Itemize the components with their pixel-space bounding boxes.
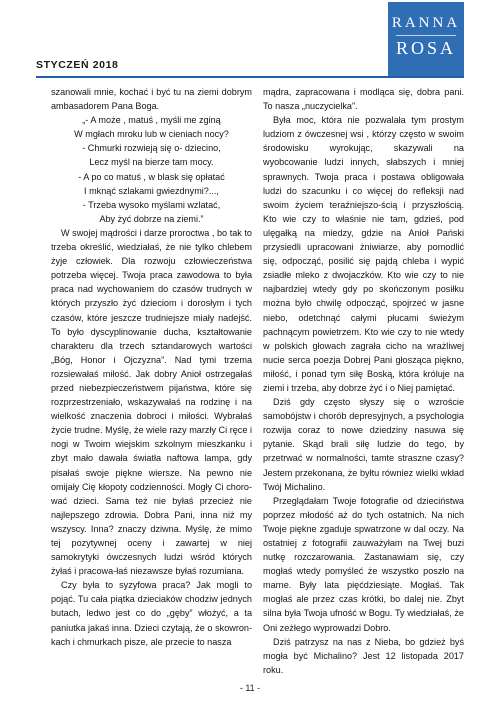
poem-line: Aby żyć dobrze na ziemi.” (99, 213, 204, 224)
logo-divider (396, 35, 456, 36)
paragraph: Była moc, która nie pozwalała tym prostym ludziom z ówczesnej wsi , którzy często w swoim środowisku wyrokując, skazywali na wyobcowanie ludzi innych, słabszych i mniej sprawnych. Twoja praca i postawa obligowała ludzi do szacunku i co więcej do refleksji nad swoim życiem teraźniejszo-ścią i przyszłością. Kto wie czy to właśnie nie tam, gdzieś, pod ulęgałką na miedzy, gdzie na Anioł Pański przysiedli upracowani żniwiarze, aby pomodlić się, odpocząć, posilić się pajdą chleba i wypić zsiadłe mleko z dwojaczków. Kto wie czy to nie najbardziej wtedy gdy po skończonym posiłku można było chwilę odpocząć, spojrzeć w jasne niebo, odetchnąć całymi płucami świeżym pachnącym powietrzem. Kto wie czy to nie wtedy w polskich głowach zagrała cicho na wrażliwej nucie serca poezja Dobrej Pani głosząca piękno, miłość, i ponad tym siłę Boską, która króluje na ziemi i trzeba, aby dobrze żyć i o Niej pamiętać. (263, 115, 464, 393)
poem-line: - Chmurki rozwieją się o- dziecino, (82, 143, 221, 154)
header-rule (36, 76, 464, 78)
poem-line: „- A może , matuś , myśli me zginą (82, 115, 221, 126)
logo-word-ranna: RANNA (391, 15, 461, 31)
left-column (51, 85, 252, 649)
logo-word-rosa: ROSA (395, 38, 456, 58)
right-column (263, 85, 464, 677)
poem-line: Lecz myśl na bierze tam mocy. (89, 157, 214, 168)
page-number: - 11 - (239, 683, 261, 693)
poem (51, 113, 252, 226)
paragraph: szanowali mnie, kochać i być tu na ziemi dobrym ambasadorem Pana Boga. (51, 87, 252, 112)
poem-line: - A po co matuś , w blask się opłatać (78, 171, 225, 182)
paragraph: Dziś patrzysz na nas z Nieba, bo gdzież byś mogła być Michalino? Jest 12 listopada 2017 roku. (263, 636, 464, 675)
paragraph: Przeglądałam Twoje fotografie od dzieciństwa poprzez młodość aż do tych ostatnich. Na nich Twoje piękne zgaduje spwatrzone w dal oczy. Na ostatniej z fotografii zauważyłam na Twej buzi nutkę rozczarowania. Zastanawiam się, czy mogłaś wtedy pomyśleć że wszystko poszło na marne. Były lata pięćdziesiąte. Mogłaś. Tak mogłaś ale przez czas krótki, bo dalej nie. Zbyt silna była Twoja ufność w Bogu. Ty wiedziałaś, że Oni zeżłego wyprowadzi Dobro. (263, 495, 464, 633)
magazine-logo (388, 2, 464, 76)
paragraph: Dziś gdy często słyszy się o wzroście samobójstw i chorób depresyjnych, a psychologia rozwija coraz to nowe dziedziny nasuwa się pytanie. Skąd brali siłę ludzie do tego, by przetrwać w normalności, tamte straszne czasy? Jestem przekonana, że byłtu równiez wielki wkład Twój Michalino. (263, 397, 464, 492)
poem-line: I mknąć szlakami gwiezdnymi?..., (84, 185, 219, 196)
issue-date: STYCZEŃ 2018 (36, 59, 119, 71)
paragraph: W swojej mądrości i darze proroctwa , bo tak to trzeba określić, wiedziałaś, że nie tylko chlebem żyje człowiek. Dla rozwoju człowieczeństwa potrzeba więcej. Twoja praca zawodowa to była praca nad wychowaniem do czasów trudnych w których przyszło żyć dzieciom i dorosłym i tych czasów, które jeszcze trudniejsze miały nadejść. To było dyscyplinowanie ducha, kształtowanie charakteru dla trzech sztandarowych wartości „Bóg, Honor i Ojczyzna”. Nad tymi trzema rozsiewałaś miłość. Jak dobry Anioł ostrzegałaś przed niebezpieczeństwem pijaństwa, które się rozprzestrzeniało, wskazywałaś na rodzinę i na wielkość znaczenia dobroci i miłości. Wybrałaś życie trudne. Myślę, że wiele razy marzły Ci ręce i nogi w Twoim wiejskim szkolnym mieszkanku i zbyt mało dawała światła naftowa lampa, gdy pisałaś swoje piękne wiersze. Na pewno nie omijały Cię kłopoty codzienności. Mogły Ci choro-wać dzieci. Sama też nie byłaś przecież nie najlepszego zdrowia. Dobra Pani, inna niż my wszyscy. Inna? znaczy dziwna. Myślę, że mimo tej pozytywnej oceny i zawartej w niej samokrytyki ówczesnych ludzi wśród których żyłaś i pracowa-łaś niezawsze byłaś rozumiana. (51, 227, 252, 577)
poem-line: W mgłach mroku lub w cieniach nocy? (74, 129, 229, 140)
poem-line: - Trzeba wysoko myślami wzlatać, (82, 199, 221, 210)
paragraph: mądra, zapracowana i modląca się, dobra pani. To nasza „nuczycielka”. (263, 87, 464, 112)
paragraph: Czy była to syzyfowa praca? Jak mogli to pojąć. Tu cała piątka dzieciaków chodziw jednych butach, ledwo jest co do „gęby” włożyć, a ta paniutka jakaś inna. Dzieci czytają, że o skowron-kach i chmurkach pisze, ale przecie to nasza (51, 580, 252, 647)
